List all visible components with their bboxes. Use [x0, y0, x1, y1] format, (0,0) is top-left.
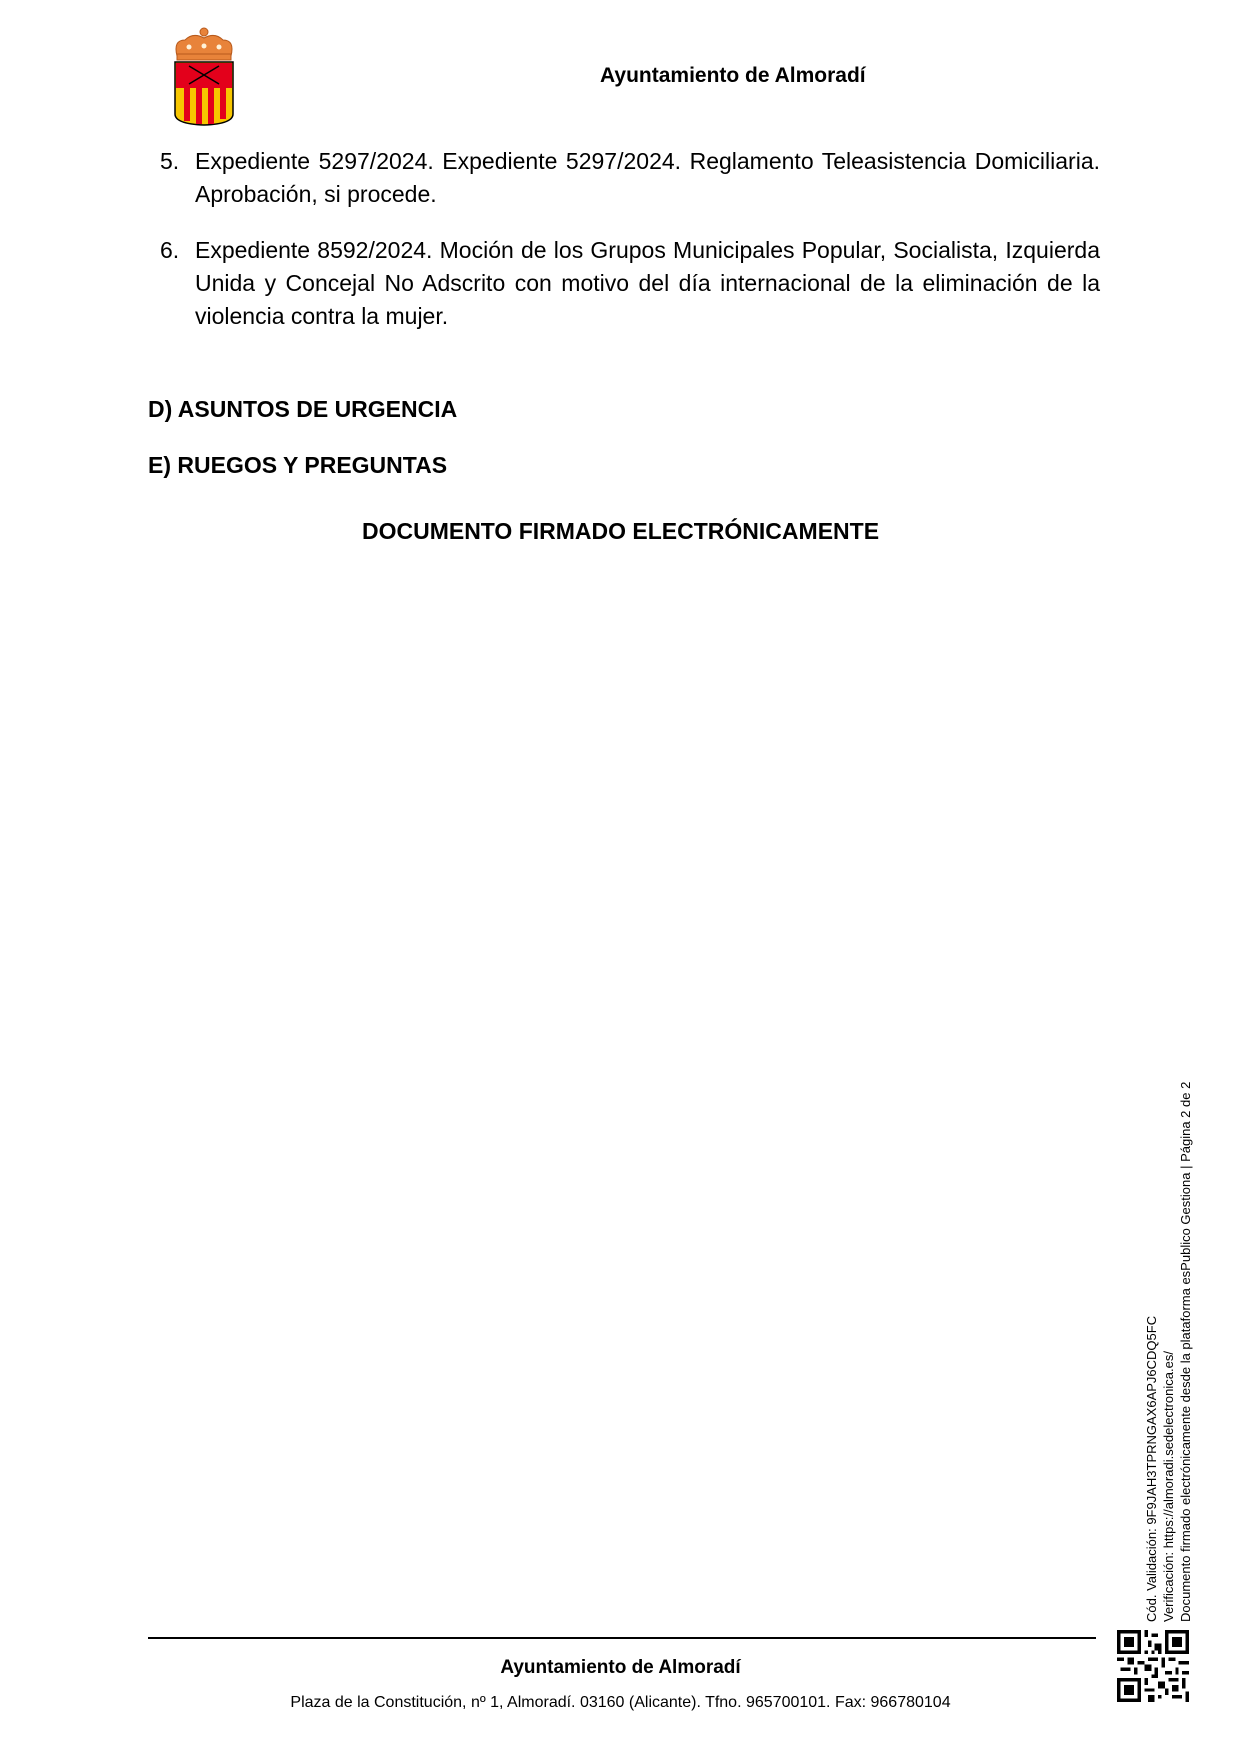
list-item [160, 234, 1100, 333]
header-title: Ayuntamiento de Almoradí [600, 64, 866, 87]
validation-code: Cód. Validación: 9F9JAH3TPRNGAX6APJ6CDQ5FC [1144, 1315, 1159, 1622]
coat-of-arms-icon [169, 26, 239, 126]
agenda-list [160, 145, 1100, 356]
footer-title: Ayuntamiento de Almoradí [500, 1657, 741, 1678]
footer-divider [148, 1637, 1096, 1639]
section-questions-heading: E) RUEGOS Y PREGUNTAS [148, 452, 448, 478]
item-number: 5. [160, 148, 180, 174]
footer-address: Plaza de la Constitución, nº 1, Almoradí. 03160 (Alicante). Tfno. 965700101. Fax: 966780104 [290, 1694, 951, 1711]
section-urgency-heading: D) ASUNTOS DE URGENCIA [148, 396, 458, 422]
signed-notice: DOCUMENTO FIRMADO ELECTRÓNICAMENTE [361, 518, 880, 544]
item-text: Expediente 5297/2024. Expediente 5297/2024. Reglamento Teleasistencia Domiciliaria. Aprobación, si procede. [195, 148, 1100, 207]
item-number: 6. [160, 237, 180, 263]
verification-url: Verificación: https://almoradi.sedelectronica.es/ [1161, 1351, 1176, 1622]
list-item [160, 145, 1100, 211]
platform-note: Documento firmado electrónicamente desde la plataforma esPublico Gestiona | Página 2 de 2 [1178, 1081, 1193, 1622]
side-stamp [1143, 922, 1203, 1622]
item-text: Expediente 8592/2024. Moción de los Grupos Municipales Popular, Socialista, Izquierda Unida y Concejal No Adscrito con motivo del día internacional de la eliminación de la violencia contra la mujer. [195, 237, 1100, 329]
